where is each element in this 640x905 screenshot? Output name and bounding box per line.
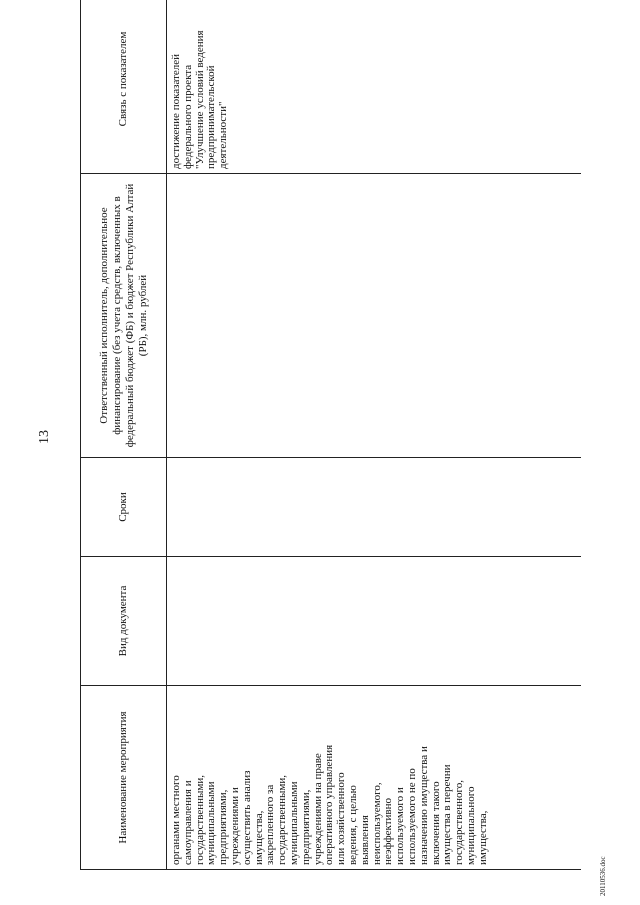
measure-text-line: неэффективно [382,798,395,865]
measure-text-line: имущества в перечни [441,764,454,865]
header-indicator: Связь с показателем [81,0,167,174]
header-measure-name: Наименование мероприятия [81,686,167,870]
cell-document-type [167,557,582,686]
table-row [167,0,582,870]
measure-text-line: государственными, [276,775,289,865]
measure-text-line: учреждениями и [228,787,241,865]
measure-text-line: имущества, [476,810,489,865]
measure-text-line: государственного, [453,780,466,865]
measure-text-line: предприятиями, [299,789,312,865]
footer-filename: 20110536.doc [599,856,607,896]
indicator-text-line: достижение показателей [170,53,182,169]
measure-text-line: используемого не по [405,768,418,865]
measure-text-line: назначению имущества и [417,746,430,865]
header-deadline: Сроки [81,458,167,557]
cell-deadline [167,458,582,557]
measure-text-line: включения такого [429,781,442,865]
measure-text-line: осуществить анализ [240,770,253,865]
measure-text-line: или хозяйственного [335,772,348,865]
measure-text-line: закрепленного за [264,784,277,865]
cell-responsible [167,174,582,458]
measure-text-line: неиспользуемого, [370,782,383,865]
measure-text-line: выявления [358,815,371,865]
measure-text-line: предприятиями, [217,789,230,865]
cell-measure-name [167,686,582,870]
page-number: 13 [37,430,52,444]
indicator-text-line: предпринимательской [205,65,218,169]
measure-text-line: оперативного управления [323,744,336,865]
measure-text-line: учреждениями на праве [311,753,324,865]
measure-text-line: используемого и [394,787,407,865]
measures-table [80,0,581,870]
cell-indicator [167,0,582,174]
measure-text-line: имущества, [252,810,265,865]
indicator-text-line: "Улучшение условий ведения [193,30,206,169]
header-document-type: Вид документа [81,557,167,686]
indicator-text-line: федерального проекта [181,64,194,169]
measure-text-line: муниципальными [205,781,218,865]
table-header-row [81,0,167,870]
indicator-text-line: деятельности" [217,101,230,169]
measure-text-line: ведения, с целью [346,785,359,865]
measure-text-line: органами местного [170,775,182,865]
measures-table-rotated [80,30,585,870]
measure-text-line: муниципального [464,786,477,865]
measure-text-line: самоуправления и [181,780,194,865]
measure-text-line: государственными, [193,775,206,865]
measure-text-line: муниципальными [287,781,300,865]
header-responsible: Ответственный исполнитель, дополнительное финансирование (без учета средств, включенных в федеральный бюджет (ФБ) и бюджет Республики Алтай (РБ), млн. рублей [81,174,167,458]
